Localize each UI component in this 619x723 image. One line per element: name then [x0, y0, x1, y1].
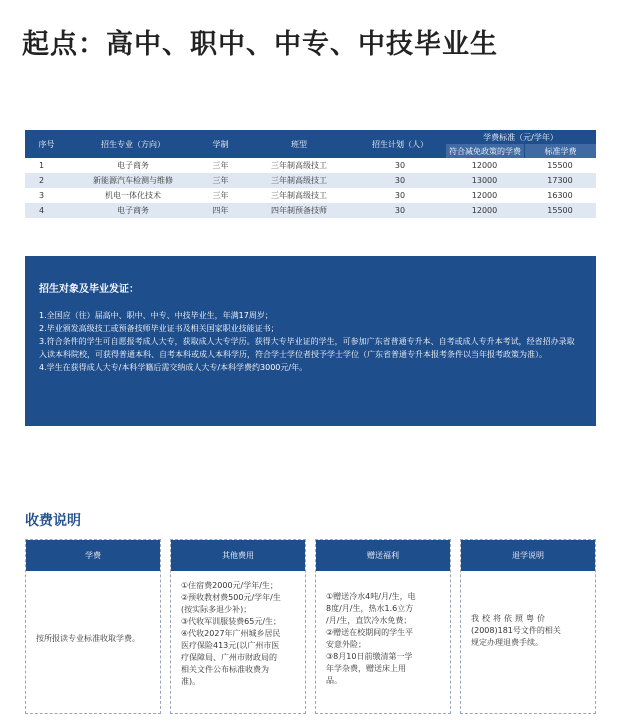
card-body: [26, 571, 160, 645]
cell-fee-standard: 15500: [547, 206, 573, 215]
card-line: ①赠送冷水4吨/月/生，电: [326, 592, 416, 601]
page-title: 起点：高中、职中、中专、中技毕业生: [22, 29, 498, 60]
cell-no: 4: [39, 206, 45, 215]
header-fee-standard: 标准学费: [524, 144, 596, 158]
enrollment-heading: 招生对象及毕业发证：: [39, 284, 139, 295]
cell-system: 四年: [212, 206, 229, 215]
card-line: 品。: [326, 676, 342, 685]
card-line: 年学杂费，赠送床上用: [326, 664, 406, 673]
fee-cards: [25, 539, 596, 714]
card-line: ③8月10日前缴清第一学: [326, 652, 413, 661]
cell-no: 3: [39, 191, 45, 200]
card-line: 准)。: [181, 677, 201, 686]
cell-no: 1: [39, 161, 45, 170]
cell-plan: 30: [394, 176, 406, 185]
cell-plan: 30: [394, 206, 406, 215]
card-header: 赠送福利: [316, 540, 450, 571]
table-row: [25, 188, 596, 203]
cell-plan: 30: [394, 191, 406, 200]
cell-class: 三年制高级技工: [271, 176, 327, 185]
card-line: ④代收2027年广州城乡居民: [181, 629, 281, 638]
cell-class: 三年制高级技工: [271, 191, 327, 200]
card-line: (按实际多退少补)；: [181, 605, 252, 614]
cell-fee-standard: 15500: [547, 161, 573, 170]
card-line: ②赠送在校期间的学生平: [326, 628, 414, 637]
header-major: 招生专业（方向）: [101, 139, 165, 149]
cell-class: 三年制高级技工: [271, 161, 327, 170]
card-body: [461, 571, 595, 649]
card-line: ①住宿费2000元/学年/生；: [181, 581, 278, 590]
card-line: 安意外险；: [326, 640, 366, 649]
cell-major: 电子商务: [117, 206, 149, 215]
card-line: /月/生，直饮冷水免费；: [326, 616, 412, 625]
header-fee-discount: 符合减免政策的学费: [445, 144, 524, 158]
cell-major: 机电一体化技术: [105, 191, 161, 200]
card-line: 按所报读专业标准收取学费。: [36, 634, 140, 643]
table-row: [25, 203, 596, 218]
header-no: 序号: [38, 139, 55, 149]
card-line: ②预收教材费500元/学年/生: [181, 593, 281, 602]
cell-major: 新能源汽车检测与维修: [93, 176, 173, 185]
header-fee-title: 学费标准（元/学年）: [483, 132, 558, 142]
card-line: 规定办理退费手续。: [471, 638, 543, 647]
card-line: 相关文件公布标准收费为: [181, 665, 269, 674]
fee-card-benefits: [315, 539, 451, 714]
cell-system: 三年: [212, 161, 229, 170]
table-header: [25, 130, 596, 158]
table-row: [25, 158, 596, 173]
cell-class: 四年制预备技师: [271, 206, 327, 215]
card-line: (2008)181号文件的相关: [471, 626, 561, 635]
card-header: 退学说明: [461, 540, 595, 571]
fee-card-withdrawal: [460, 539, 596, 714]
enrollment-info-box: [25, 256, 596, 426]
card-line: 8度/月/生，热水1.6立方: [326, 604, 414, 613]
table-row: [25, 173, 596, 188]
header-system: 学制: [212, 139, 229, 149]
cell-fee-standard: 17300: [547, 176, 573, 185]
enrollment-item: 1.全国应（往）届高中、职中、中专、中技毕业生，年满17周岁；: [39, 311, 273, 320]
cell-plan: 30: [394, 161, 406, 170]
cell-no: 2: [39, 176, 45, 185]
card-header: 其他费用: [171, 540, 305, 571]
cell-major: 电子商务: [117, 161, 149, 170]
program-table: [25, 130, 596, 218]
header-class: 班型: [291, 139, 307, 149]
card-line: 医疗保险413元(以广州市医: [181, 641, 280, 650]
cell-fee-discount: 12000: [471, 206, 498, 215]
enrollment-item: 2.毕业颁发高级技工或预备技师毕业证书及相关国家职业技能证书；: [39, 324, 279, 333]
cell-system: 三年: [212, 176, 229, 185]
card-header: 学费: [26, 540, 160, 571]
card-body: [171, 571, 305, 688]
cell-fee-standard: 16300: [547, 191, 573, 200]
card-line: ③代收军训服装费65元/生；: [181, 617, 282, 626]
enrollment-item: 4.学生在获得成人大专/本科学籍后需交纳成人大专/本科学费约3000元/年。: [39, 363, 308, 372]
enrollment-item: 3.符合条件的学生可自愿报考成人大专，获取成人大专学历。获得大专毕业证的学生，可参加广东省普通专升本、自考或成人专升本考试，经省招办录取入读本科院校，可获得普通本科、自考本科或成人本科学历，符合学士学位者授予学士学位（广东省普通专升本报考条件以当年报考政策为准）。: [39, 337, 575, 359]
cell-fee-discount: 12000: [471, 191, 498, 200]
cell-fee-discount: 13000: [471, 176, 498, 185]
fee-card-tuition: [25, 539, 161, 714]
fee-card-other: [170, 539, 306, 714]
card-body: [316, 571, 450, 687]
cell-system: 三年: [212, 191, 229, 200]
header-plan: 招生计划（人）: [372, 139, 428, 149]
header-fee-group: [445, 130, 596, 158]
fee-section-title: 收费说明: [25, 513, 81, 529]
card-line: 疗保障局、广州市财政局的: [181, 653, 277, 662]
cell-fee-discount: 12000: [471, 161, 498, 170]
card-line: 我校将依照粤价: [471, 614, 548, 623]
